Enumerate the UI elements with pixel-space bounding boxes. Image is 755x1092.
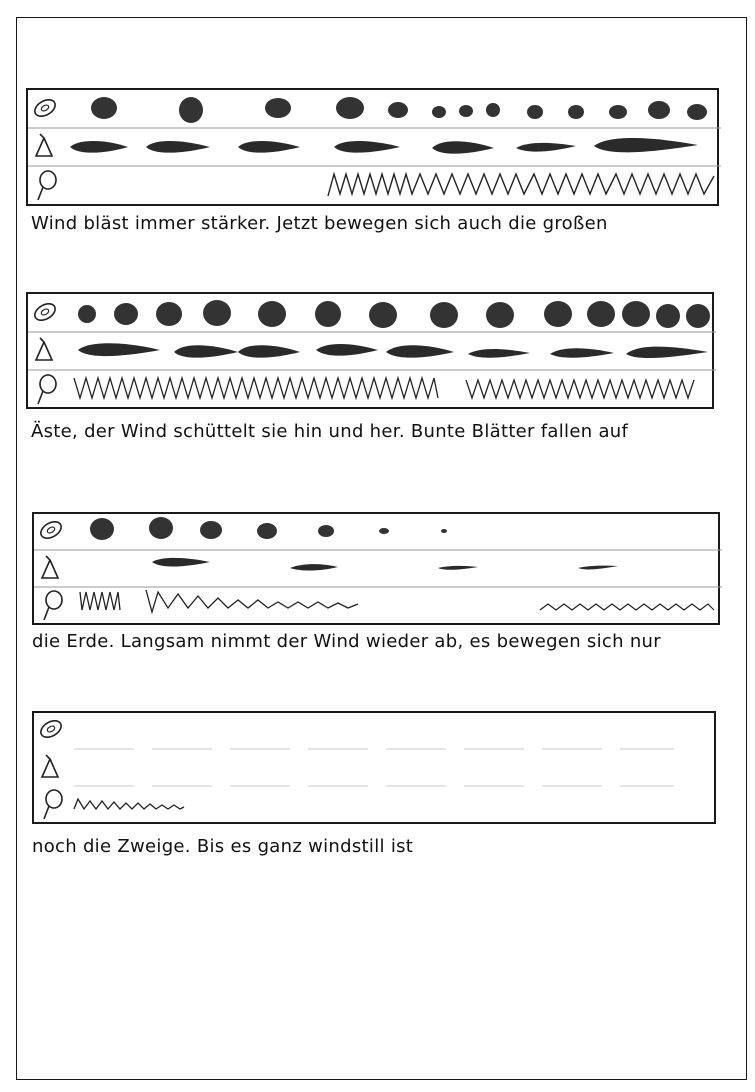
score-staff-1 [26, 88, 719, 206]
drum-icon [38, 717, 64, 740]
triangle-notes-2 [78, 343, 708, 358]
drum-notes-2 [78, 300, 710, 328]
triangle-icon [42, 556, 58, 578]
drum-icon [38, 518, 64, 541]
score-staff-3-graphic [34, 514, 722, 627]
drum-notes-1 [91, 97, 707, 123]
maracas-notes-1 [328, 174, 714, 196]
score-staff-4 [32, 711, 716, 824]
score-staff-4-graphic [34, 713, 718, 826]
drum-icon [32, 300, 58, 323]
score-staff-2-graphic [28, 294, 716, 411]
maracas-icon [38, 375, 56, 404]
caption-2: Äste, der Wind schüttelt sie hin und her. Bunte Blätter fallen auf [31, 421, 629, 442]
maracas-notes-3b [146, 590, 358, 612]
score-staff-3 [32, 512, 720, 625]
maracas-icon [44, 591, 62, 620]
maracas-notes-2b [466, 380, 694, 398]
score-staff-2 [26, 292, 714, 409]
score-staff-1-graphic [28, 90, 721, 208]
maracas-icon [38, 171, 56, 200]
triangle-notes-3 [152, 558, 618, 571]
maracas-notes-3a [80, 592, 120, 610]
caption-1: Wind bläst immer stärker. Jetzt bewegen sich auch die großen [31, 213, 608, 234]
caption-4: noch die Zweige. Bis es ganz windstill ist [32, 836, 414, 857]
caption-3: die Erde. Langsam nimmt der Wind wieder ab, es bewegen sich nur [32, 631, 661, 652]
drum-icon [32, 96, 58, 119]
maracas-notes-2 [74, 378, 438, 398]
maracas-notes-3c [540, 604, 714, 610]
triangle-icon [42, 755, 58, 777]
maracas-icon [44, 790, 62, 819]
triangle-icon [36, 338, 52, 360]
drum-notes-3 [90, 517, 447, 540]
triangle-icon [36, 134, 52, 156]
triangle-notes-1 [70, 138, 698, 154]
maracas-notes-4 [74, 799, 184, 809]
